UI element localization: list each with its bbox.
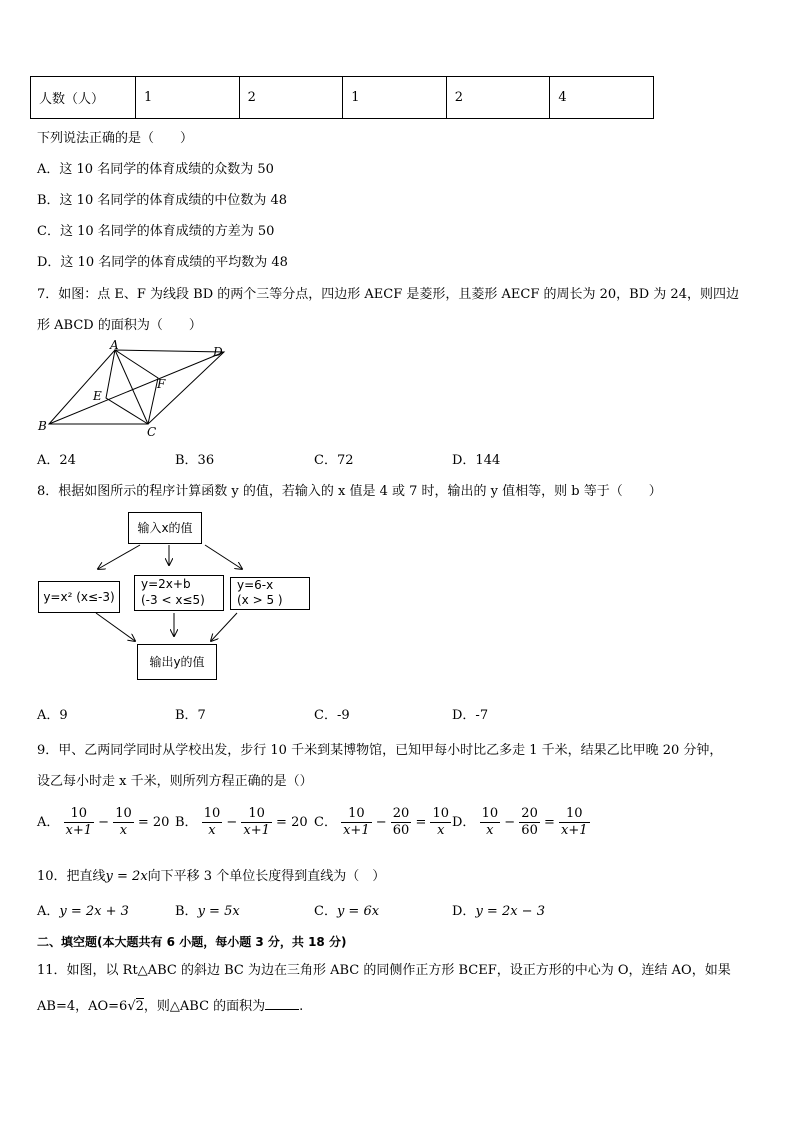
q11-stem-line2: AB=4，AO=6√2，则△ABC 的面积为 . bbox=[37, 999, 304, 1014]
table-row bbox=[31, 77, 654, 119]
answer-blank[interactable] bbox=[265, 997, 299, 1010]
flow-output-box: 输出y的值 bbox=[137, 644, 217, 680]
q11-stem-line1: 11．如图，以 Rt△ABC 的斜边 BC 为边在三角形 ABC 的同侧作正方形 BCEF，设正方形的中心为 O，连结 AO，如果 bbox=[37, 963, 731, 978]
flow-right-line2: (x > 5 ) bbox=[237, 593, 283, 607]
q9-option-b: B． $\frac{10}{x}$ − $\frac{10}{x+1}$ = 20 bbox=[175, 806, 308, 838]
q8-stem: 8．根据如图所示的程序计算函数 y 的值，若输入的 x 值是 4 或 7 时，输出的 y 值相等，则 b 等于（ ） bbox=[37, 484, 662, 499]
q10-option-c: C．y = 6x bbox=[314, 904, 380, 919]
table-cell: 4 bbox=[550, 77, 654, 119]
table-cell: 2 bbox=[446, 77, 550, 119]
q7-stem-line1: 7．如图：点 E、F 为线段 BD 的两个三等分点，四边形 AECF 是菱形，且菱形 AECF 的周长为 20，BD 为 24，则四边 bbox=[37, 287, 739, 302]
table-row-label: 人数（人） bbox=[31, 77, 136, 119]
sqrt-symbol: √ bbox=[127, 999, 136, 1014]
q8-option-c: C．-9 bbox=[314, 708, 350, 723]
table-cell: 2 bbox=[239, 77, 343, 119]
flow-right-line1: y=6-x bbox=[237, 578, 274, 592]
q6-option-b: B．这 10 名同学的体育成绩的中位数为 48 bbox=[37, 193, 288, 208]
label-f: F bbox=[157, 377, 166, 391]
q9-option-d: D． $\frac{10}{x}$ − $\frac{20}{60}$ = $\frac{10}{x+1}$ bbox=[452, 806, 588, 838]
q6-stem: 下列说法正确的是（ ） bbox=[37, 131, 194, 146]
label-a: A bbox=[110, 338, 119, 352]
label-d: D bbox=[213, 345, 223, 359]
q9-option-a: A． $\frac{10}{x+1}$ − $\frac{10}{x}$ = 20 bbox=[37, 806, 170, 838]
q10-option-b: B．y = 5x bbox=[175, 904, 240, 919]
flow-right-box bbox=[230, 577, 310, 610]
q7-option-d: D．144 bbox=[452, 453, 501, 468]
flow-left-box: y=x² (x≤-3) bbox=[38, 581, 120, 613]
q6-option-a: A．这 10 名同学的体育成绩的众数为 50 bbox=[37, 162, 274, 177]
q9-option-c: C． $\frac{10}{x+1}$ − $\frac{20}{60}$ = $\frac{10}{x}$ bbox=[314, 806, 450, 838]
label-e: E bbox=[93, 389, 102, 403]
q7-option-c: C．72 bbox=[314, 453, 354, 468]
flow-middle-box bbox=[134, 575, 224, 611]
q7-option-a: A．24 bbox=[37, 453, 76, 468]
table-cell: 1 bbox=[136, 77, 240, 119]
label-b: B bbox=[38, 419, 47, 433]
q10-stem: 10．把直线y = 2x向下平移 3 个单位长度得到直线为（ ） bbox=[37, 869, 386, 884]
q6-option-d: D．这 10 名同学的体育成绩的平均数为 48 bbox=[37, 255, 288, 270]
q8-option-a: A．9 bbox=[37, 708, 68, 723]
score-table bbox=[30, 76, 654, 119]
flow-middle-line2: (-3 < x≤5) bbox=[141, 593, 205, 607]
section-title: 二、填空题(本大题共有 6 小题，每小题 3 分，共 18 分) bbox=[37, 935, 347, 949]
q9-stem-line1: 9．甲、乙两同学同时从学校出发，步行 10 千米到某博物馆，已知甲每小时比乙多走 1 千米，结果乙比甲晚 20 分钟， bbox=[37, 743, 723, 758]
flow-input-box: 输入x的值 bbox=[128, 512, 202, 544]
rhombus-figure bbox=[30, 338, 240, 438]
q6-option-c: C．这 10 名同学的体育成绩的方差为 50 bbox=[37, 224, 275, 239]
q8-option-d: D．-7 bbox=[452, 708, 489, 723]
q7-option-b: B．36 bbox=[175, 453, 215, 468]
table-cell: 1 bbox=[343, 77, 447, 119]
q10-option-a: A．y = 2x + 3 bbox=[37, 904, 129, 919]
q10-option-d: D．y = 2x − 3 bbox=[452, 904, 545, 919]
label-c: C bbox=[147, 425, 157, 438]
q8-option-b: B．7 bbox=[175, 708, 206, 723]
q7-stem-line2: 形 ABCD 的面积为（ ） bbox=[37, 318, 202, 333]
diagonal-bd bbox=[49, 352, 224, 424]
flow-middle-line1: y=2x+b bbox=[141, 577, 191, 591]
q9-stem-line2: 设乙每小时走 x 千米，则所列方程正确的是（） bbox=[37, 774, 313, 789]
